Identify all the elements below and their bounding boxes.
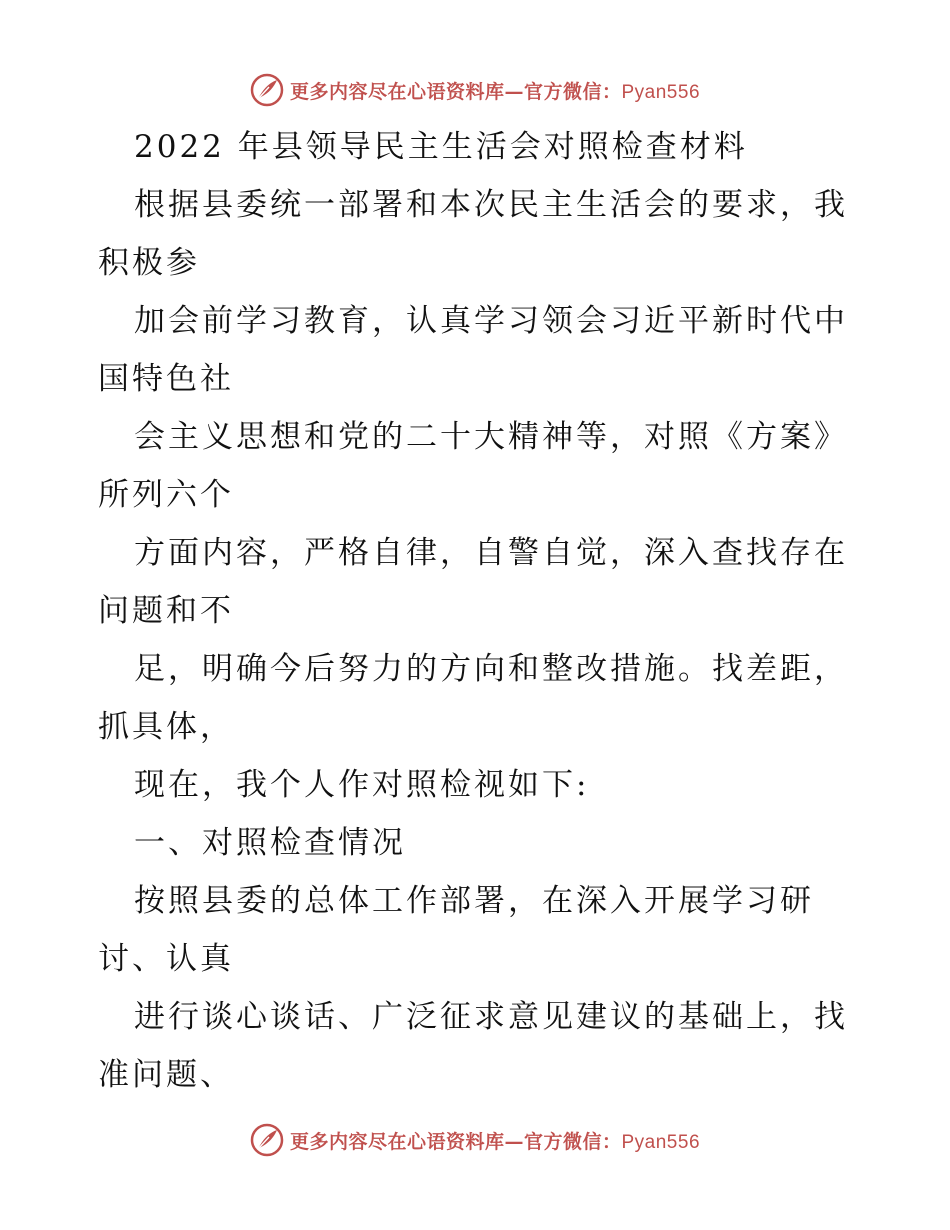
text-line: 足，明确今后努力的方向和整改措施。找差距，: [134, 651, 848, 687]
feather-pen-logo-icon: [250, 1123, 284, 1157]
text-line: 现在，我个人作对照检视如下:: [134, 767, 590, 803]
text-line: 一、对照检查情况: [134, 825, 406, 861]
footer-watermark: [0, 1120, 950, 1160]
text-line: 会主义思想和党的二十大精神等，对照《方案》: [134, 419, 848, 455]
text-line: 进行谈心谈话、广泛征求意见建议的基础上，找: [134, 999, 848, 1035]
watermark-text: 更多内容尽在心语资料库—官方微信：Pyan556: [289, 80, 701, 103]
document-body: [98, 118, 858, 1104]
text-line: 国特色社: [98, 361, 234, 397]
document-title: 2022 年县领导民主生活会对照检查材料: [134, 129, 748, 165]
text-line: 问题和不: [98, 593, 234, 629]
text-line: 根据县委统一部署和本次民主生活会的要求，我: [134, 187, 848, 223]
text-line: 所列六个: [98, 477, 234, 513]
text-line: 方面内容，严格自律，自警自觉，深入查找存在: [134, 535, 848, 571]
feather-pen-logo-icon: [250, 73, 284, 107]
text-line: 加会前学习教育，认真学习领会习近平新时代中: [134, 303, 848, 339]
text-line: 抓具体，: [98, 709, 234, 745]
header-watermark: [0, 70, 950, 110]
text-line: 准问题、: [98, 1057, 234, 1093]
text-line: 按照县委的总体工作部署，在深入开展学习研: [134, 883, 814, 919]
text-line: 积极参: [98, 245, 200, 281]
watermark-text: 更多内容尽在心语资料库—官方微信：Pyan556: [289, 1130, 701, 1153]
text-line: 讨、认真: [98, 941, 234, 977]
